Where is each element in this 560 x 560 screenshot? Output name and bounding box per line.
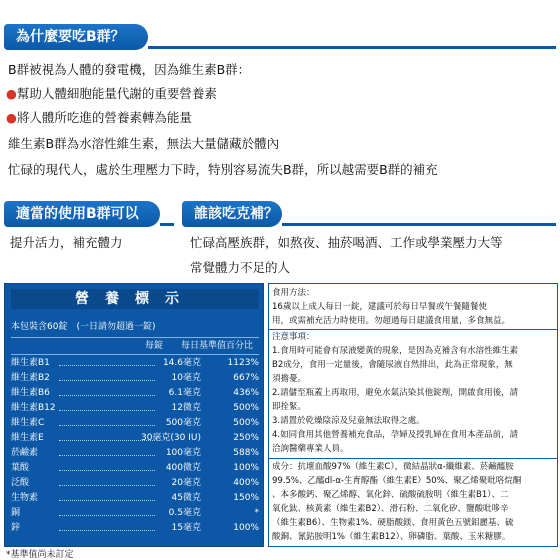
- benefit-item: [6, 85, 217, 103]
- section-title-usage-benefit: 適當的使用B群可以: [4, 201, 160, 227]
- ingredient-line: 成分：抗壞血酸97%（維生素C），微結晶狀α-纖維素、菸鹼醯胺: [272, 462, 514, 472]
- nutrient-name: 維生素B2: [11, 373, 50, 383]
- target-group-text: 常覺體力不足的人: [190, 260, 291, 275]
- nutrient-name: 菸鹼素: [11, 448, 39, 458]
- serving-info: 本包裝含60錠 (一日請勿超過一錠): [11, 322, 156, 332]
- section-divider: [282, 223, 556, 226]
- nutrient-daily-value: *: [254, 508, 259, 518]
- nutrient-name: 維生素C: [11, 418, 45, 428]
- benefit-text: 幫助人體細胞能量代謝的重要營養素: [16, 86, 217, 101]
- nutrient-daily-value: 1123%: [227, 358, 259, 368]
- nutrition-facts-title: 營養標示: [11, 289, 259, 309]
- benefit-text: 將人體所吃進的營養素轉為能量: [16, 110, 192, 125]
- section-title-why-b: 為什麼要吃B群？: [4, 24, 148, 50]
- nutrition-facts-panel: [4, 283, 264, 547]
- method-line: 16歲以上成人每日一錠，建議可於每日早餐或午餐隨餐使: [272, 302, 487, 312]
- nutrient-name: 維生素B12: [11, 403, 56, 413]
- nutrient-row: [11, 417, 259, 430]
- usage-benefit-text: 提升活力，補充體力: [10, 235, 123, 250]
- nutrient-name: 維生素E: [11, 433, 44, 443]
- nutrient-name: 維生素B1: [11, 358, 50, 368]
- nutrient-name: 維生素B6: [11, 388, 50, 398]
- nutrient-daily-value: 400%: [233, 478, 259, 488]
- nutrient-amount: 100毫克: [165, 448, 201, 458]
- caution-line: 3.請置於乾燥陰涼及兒童無法取得之處。: [272, 416, 425, 426]
- nutrient-daily-value: 250%: [233, 433, 259, 443]
- caution-label: 注意事項：: [272, 332, 315, 342]
- intro-text: B群被視為人體的發電機，因為維生素B群：: [8, 62, 251, 77]
- nutrient-row: [11, 402, 259, 415]
- nutrient-amount: 30毫克(30 IU): [140, 433, 201, 443]
- nutrient-row: [11, 357, 259, 370]
- nutrient-row: [11, 432, 259, 445]
- nutrient-row: [11, 387, 259, 400]
- method-label: 食用方法：: [272, 288, 315, 298]
- nutrient-amount: 400微克: [165, 463, 201, 473]
- panel-divider: [269, 329, 557, 330]
- nutrient-row: [11, 372, 259, 385]
- section-divider: [160, 223, 174, 226]
- caution-line: B2成分，食用一定量後，會隨尿液自然排出，此為正常現象，無: [272, 360, 513, 370]
- caution-line: 須擔憂。: [272, 374, 307, 384]
- column-header-daily-value: 每日基準值百分比: [181, 341, 254, 351]
- nutrient-amount: 0.5毫克: [168, 508, 201, 518]
- nutrient-name: 生物素: [11, 493, 39, 503]
- stress-text: 忙碌的現代人，處於生理壓力下時，特別容易流失B群，所以越需要B群的補充: [8, 162, 438, 177]
- column-header-per-tablet: 每錠: [145, 341, 164, 351]
- nutrient-daily-value: 436%: [233, 388, 259, 398]
- nutrient-daily-value: 500%: [233, 418, 259, 428]
- nutrient-amount: 20毫克: [171, 478, 201, 488]
- nutrient-row: [11, 477, 259, 490]
- section-divider: [148, 46, 556, 49]
- nutrient-daily-value: 588%: [233, 448, 259, 458]
- nutrient-amount: 500毫克: [165, 418, 201, 428]
- panel-divider: [11, 354, 259, 355]
- nutrient-row: [11, 492, 259, 505]
- water-soluble-text: 維生素B群為水溶性維生素，無法大量儲藏於體內: [8, 136, 280, 151]
- nutrient-name: 銅: [11, 508, 21, 518]
- nutrient-amount: 15毫克: [171, 523, 201, 533]
- caution-line: 2.請儲至瓶蓋上再取用，避免水氣沾染其他錠劑，開啟食用後，請: [272, 388, 519, 398]
- nutrient-row: [11, 507, 259, 520]
- usage-info-panel: [268, 283, 558, 547]
- nutrient-amount: 6.1毫克: [168, 388, 201, 398]
- footnote: *基準值尚未訂定: [6, 550, 74, 560]
- benefit-item: [6, 109, 192, 127]
- nutrient-amount: 12微克: [171, 403, 201, 413]
- nutrient-daily-value: 100%: [233, 523, 259, 533]
- nutrient-daily-value: 667%: [233, 373, 259, 383]
- bullet-icon: ●: [6, 110, 17, 125]
- nutrient-amount: 14.6毫克: [162, 358, 201, 368]
- target-group-text: 忙碌高壓族群，如熬夜、抽菸喝酒、工作或學業壓力大等: [190, 235, 503, 250]
- nutrient-name: 泛酸: [11, 478, 30, 488]
- nutrient-daily-value: 500%: [233, 403, 259, 413]
- ingredient-line: 酸銅、氰鈷胺明1%（維生素B12）、卵磷脂、葉酸、玉米糖膠。: [272, 532, 511, 542]
- nutrient-name: 葉酸: [11, 463, 30, 473]
- caution-line: 洽詢醫藥專業人員。: [272, 444, 349, 454]
- nutrient-row: [11, 462, 259, 475]
- caution-line: 1.食用時可能會有尿液變黃的現象，是因為克補含有水溶性維生素: [272, 346, 519, 356]
- nutrient-daily-value: 100%: [233, 463, 259, 473]
- nutrient-amount: 45微克: [171, 493, 201, 503]
- method-line: 用，或需補充活力時使用。勿超過每日建議食用量，多食無益。: [272, 316, 511, 326]
- ingredient-line: （維生素B6）、生物素1%、硬脂酸鎂、食用黃色五號鋁麗基、硫: [272, 518, 514, 528]
- ingredient-line: 氧化鈦、核黃素（維生素B2）、滑石粉、二氧化矽、鹽酸吡哆辛: [272, 504, 509, 514]
- section-title-who-should-take: 誰該吃克補？: [182, 201, 282, 227]
- nutrient-row: [11, 447, 259, 460]
- nutrient-name: 鋅: [11, 523, 21, 533]
- nutrient-row: [11, 522, 259, 535]
- caution-line: 即拴緊。: [272, 402, 307, 412]
- ingredient-line: 99.5%、乙醯dl-α-生育醇酯（維生素E）50%、聚乙烯聚吡咯烷酮: [272, 476, 522, 486]
- bullet-icon: ●: [6, 86, 17, 101]
- ingredient-line: 、本多酸鈣、聚乙烯醇、氧化鋅、硫酸硫胺明（維生素B1）、二: [272, 490, 509, 500]
- nutrient-daily-value: 150%: [233, 493, 259, 503]
- caution-line: 4.如同食用其他營養補充食品，孕婦及授乳婦在食用本產品前，請: [272, 430, 519, 440]
- panel-divider: [269, 458, 557, 459]
- panel-divider: [11, 337, 259, 338]
- nutrient-amount: 10毫克: [171, 373, 201, 383]
